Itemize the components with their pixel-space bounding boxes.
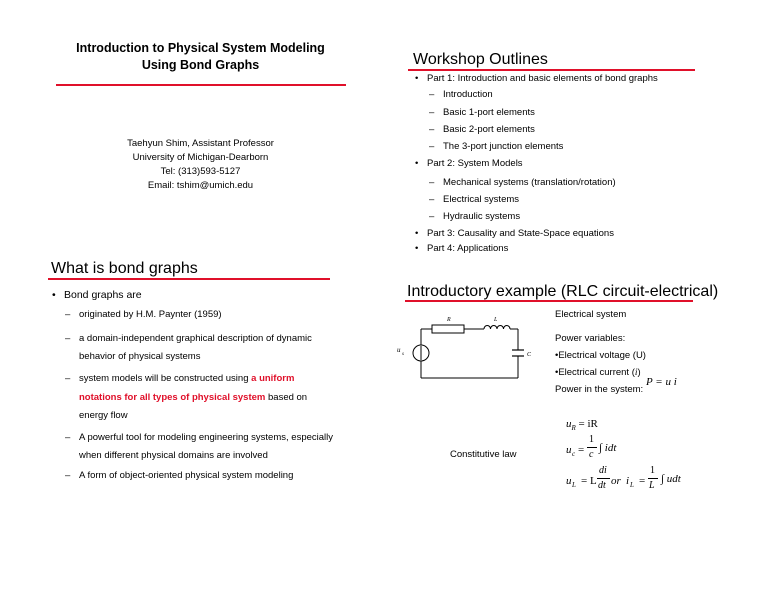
eq-var: i <box>626 475 630 487</box>
title-line-2: Using Bond Graphs <box>141 58 260 72</box>
author-phone: Tel: (313)593-5127 <box>160 166 241 177</box>
sub-bullet-continuation <box>79 391 307 404</box>
eq-denominator: dt <box>598 480 606 491</box>
eq-var: u <box>566 418 572 430</box>
eq-or: or <box>611 475 621 487</box>
resistor-symbol <box>432 325 464 333</box>
author-name: Taehyun Shim, Assistant Professor <box>127 138 274 149</box>
outline-item: • Part 1: Introduction and basic elements of bond graphs <box>427 73 658 85</box>
author-email: Email: tshim@umich.edu <box>147 180 254 191</box>
rlc-circuit-diagram <box>395 312 545 384</box>
eq-rhs: ∫ udt <box>661 473 681 485</box>
power-in-system-label: Power in the system: <box>555 384 644 395</box>
capacitor-label: C <box>527 352 532 358</box>
eq-equals: = L <box>581 475 597 487</box>
current-variable: i <box>634 368 638 378</box>
sub-bullet: – originated by H.M. Paynter (1959) <box>79 308 222 321</box>
resistor-equation <box>566 418 598 432</box>
slide-heading: Workshop Outlines <box>413 51 548 68</box>
slide-heading: Introductory example (RLC circuit-electrical) <box>407 283 719 300</box>
inductor-equation <box>566 465 726 499</box>
resistor-label: R <box>447 317 451 323</box>
title-divider <box>56 84 346 86</box>
current-label <box>555 366 641 380</box>
sub-bullet-text: based on <box>268 392 308 403</box>
eq-var: u <box>566 475 572 487</box>
eq-sub: L <box>630 481 634 489</box>
eq-sub: R <box>571 424 576 433</box>
author-block <box>48 137 353 193</box>
heading-divider <box>405 300 693 302</box>
eq-denominator: L <box>649 480 655 491</box>
eq-equals: = <box>578 444 585 456</box>
outline-subitem: – Basic 1-port elements <box>443 107 535 119</box>
eq-numerator: 1 <box>589 434 594 445</box>
outline-subitem: – Hydraulic systems <box>443 211 520 223</box>
main-bullet: • Bond graphs are <box>64 289 142 302</box>
eq-sub: L <box>572 481 576 489</box>
electrical-system-label: Electrical system <box>555 309 627 320</box>
sub-bullet-continuation: energy flow <box>79 410 128 421</box>
outline-subitem: – Electrical systems <box>443 194 519 206</box>
power-equation: P = u i <box>646 376 677 388</box>
sub-bullet: – A form of object-oriented physical system modeling <box>79 469 293 482</box>
fraction-bar <box>648 478 658 479</box>
fraction-bar <box>597 478 610 479</box>
current-text: •Electrical current ( <box>555 367 635 378</box>
eq-equals: = <box>639 475 646 487</box>
heading-divider <box>408 69 695 71</box>
slide-title <box>48 40 353 74</box>
slide-heading: What is bond graphs <box>51 260 198 277</box>
voltage-label: •Electrical voltage (U) <box>555 350 646 361</box>
eq-rhs: ∫ idt <box>599 442 617 454</box>
sub-bullet <box>79 372 294 385</box>
constitutive-law-label: Constitutive law <box>450 449 517 460</box>
eq-denominator: c <box>589 449 594 460</box>
eq-var: u <box>566 444 572 456</box>
heading-divider <box>48 278 330 280</box>
source-label-sub: s <box>402 352 404 357</box>
power-variables-label: Power variables: <box>555 333 626 344</box>
highlight-text: notations for all types of physical system <box>79 392 266 403</box>
outline-subitem: – Mechanical systems (translation/rotation) <box>443 177 616 189</box>
author-affiliation: University of Michigan-Dearborn <box>132 152 269 163</box>
eq-numerator: di <box>599 465 607 476</box>
outline-item: • Part 3: Causality and State-Space equations <box>427 228 614 240</box>
sub-bullet: – a domain-independent graphical description of dynamic <box>79 332 312 345</box>
inductor-label: L <box>494 317 498 323</box>
sub-bullet: – A powerful tool for modeling engineering systems, especially <box>79 431 333 444</box>
eq-numerator: 1 <box>650 465 655 476</box>
outline-subitem: – Basic 2-port elements <box>443 124 535 136</box>
outline-subitem: – Introduction <box>443 89 493 101</box>
eq-sub: c <box>572 450 576 458</box>
sub-bullet-text: system models will be constructed using <box>79 373 249 384</box>
fraction-bar <box>587 447 597 448</box>
source-label: u <box>397 346 401 354</box>
highlight-text: a uniform <box>251 373 295 384</box>
sub-bullet-continuation: when different physical domains are involved <box>79 450 268 461</box>
outline-item: • Part 4: Applications <box>427 243 508 255</box>
sub-bullet-continuation: behavior of physical systems <box>79 351 201 362</box>
outline-subitem: – The 3-port junction elements <box>443 141 563 153</box>
current-text-end: ) <box>637 367 641 378</box>
outline-item: • Part 2: System Models <box>427 158 523 170</box>
eq-rhs: = iR <box>578 418 598 430</box>
title-line-1: Introduction to Physical System Modeling <box>76 41 325 55</box>
